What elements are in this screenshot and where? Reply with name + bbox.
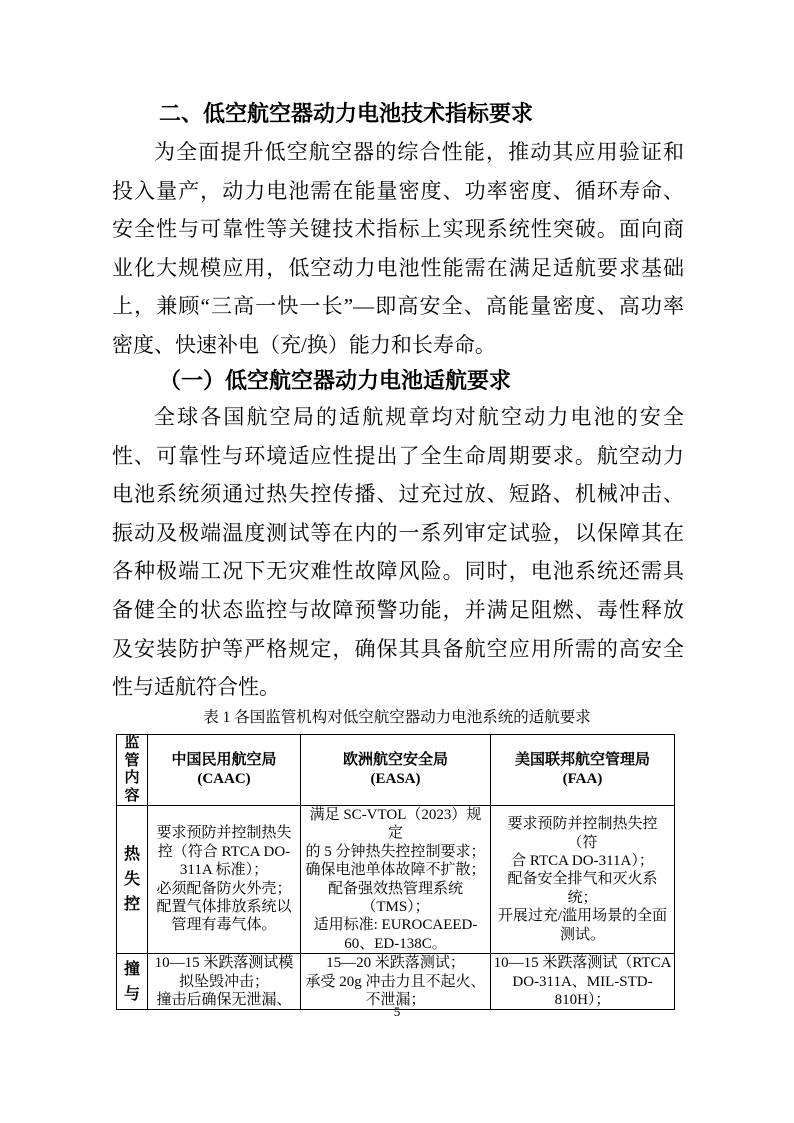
corner-label-char: 内	[124, 770, 140, 786]
table-cell-line: 测试。	[559, 926, 605, 943]
table-cell	[301, 954, 491, 1010]
table-cell-line: 15—20 米跌落测试；	[326, 955, 465, 972]
paragraph-intro	[112, 133, 684, 365]
agency-name: 中国民用航空局	[171, 752, 277, 768]
regulation-table	[116, 734, 675, 1010]
row-label-char: 热	[123, 846, 140, 864]
table-cell-line: 311A 标准）；	[179, 862, 269, 879]
table-row	[117, 954, 675, 1010]
table-cell-line: 不泄漏；	[365, 992, 426, 1009]
table-cell	[301, 806, 491, 954]
page-number: 5	[393, 1004, 401, 1019]
paragraph-line: 上，兼顾“三高一快一长”—即高安全、高能量密度、高功率	[112, 294, 684, 319]
table-cell-line: 10—15 米跌落测试模	[154, 955, 294, 972]
table-header-row	[117, 735, 675, 806]
table-cell-line: 确保电池单体故障不扩散；	[305, 862, 486, 879]
table-cell-line: 控（符合 RTCA DO-	[157, 843, 291, 860]
table-cell-line: 合 RTCA DO-311A）；	[511, 853, 654, 870]
table-cell-line: 配置气体排放系统以	[156, 899, 292, 916]
agency-name: 欧洲航空安全局	[342, 752, 448, 768]
table-cell-line: DO-311A、MIL-STD-	[512, 973, 653, 990]
paragraph-line: 安全性与可靠性等关键技术指标上实现系统性突破。面向商	[112, 217, 684, 242]
paragraph-line: 密度、快速补电（充/换）能力和长寿命。	[112, 332, 496, 357]
paragraph-airworthiness	[112, 398, 684, 707]
paragraph-line: 电池系统须通过热失控传播、过充过放、短路、机械冲击、	[112, 482, 684, 507]
paragraph-line: 振动及极端温度测试等在内的一系列审定试验，以保障其在	[112, 520, 684, 545]
table-cell-line: 必须配备防火外壳；	[156, 880, 292, 897]
table-cell-line: 的 5 分钟热失控控制要求；	[305, 843, 486, 860]
agency-code: (FAA)	[562, 771, 603, 787]
agency-code: (EASA)	[370, 771, 421, 787]
row-label-char: 控	[123, 896, 140, 914]
corner-label-char: 监	[124, 735, 140, 751]
table-cell-line: 配备强效热管理系统	[327, 880, 463, 897]
paragraph-line: 各种极端工况下无灾难性故障风险。同时，电池系统还需具	[112, 559, 684, 584]
table-cell-line: （TMS）；	[361, 899, 430, 916]
table-column-header	[301, 735, 491, 806]
table-cell-line: 要求预防并控制热失控（符	[507, 816, 658, 851]
paragraph-line: 及安装防护等严格规定，确保其具备航空应用所需的高安全	[112, 636, 684, 661]
table-row	[117, 806, 675, 954]
paragraph-line: 投入量产，动力电池需在能量密度、功率密度、循环寿命、	[112, 178, 684, 203]
table-cell	[491, 806, 675, 954]
table-cell	[491, 954, 675, 1010]
paragraph-line: 性、可靠性与环境适应性提出了全生命周期要求。航空动力	[112, 443, 684, 468]
paragraph-line: 业化大规模应用，低空动力电池性能需在满足适航要求基础	[112, 255, 684, 280]
table-cell-line: 810H）；	[554, 992, 611, 1009]
agency-code: (CAAC)	[197, 771, 251, 787]
table-cell	[148, 806, 301, 954]
table-column-header	[148, 735, 301, 806]
row-label-char: 撞	[123, 960, 140, 978]
paragraph-line: 全球各国航空局的适航规章均对航空动力电池的安全	[154, 405, 684, 429]
table-cell-line: 10—15 米跌落测试（RTCA	[493, 955, 672, 972]
table-cell-line: 60、ED-138C。	[344, 935, 447, 952]
table-cell-line: 适用标准: EUROCAEED-	[313, 917, 478, 934]
table-body	[117, 806, 675, 1010]
corner-label-char: 容	[124, 787, 140, 804]
table-cell-line: 管理有毒气体。	[171, 917, 277, 934]
corner-label-char: 管	[124, 752, 140, 769]
row-label	[117, 954, 148, 1010]
table-cell-line: 要求预防并控制热失	[156, 825, 292, 842]
paragraph-line: 备健全的状态监控与故障预警功能，并满足阻燃、毒性释放	[112, 597, 684, 622]
row-label	[117, 806, 148, 954]
table-cell-line: 撞击后确保无泄漏、	[156, 992, 292, 1009]
section-heading: 二、低空航空器动力电池技术指标要求	[159, 101, 534, 126]
agency-name: 美国联邦航空管理局	[514, 752, 650, 768]
subsection-heading: （一）低空航空器动力电池适航要求	[159, 368, 512, 393]
paragraph-line: 为全面提升低空航空器的综合性能，推动其应用验证和	[154, 140, 684, 164]
table-caption: 表 1 各国监管机构对低空航空器动力电池系统的适航要求	[203, 709, 591, 726]
row-label-char: 失	[123, 871, 140, 889]
table-cell-line: 承受 20g 冲击力且不起火、	[305, 973, 486, 990]
table-cell	[148, 954, 301, 1010]
table-cell-line: 满足 SC-VTOL（2023）规定	[309, 807, 482, 842]
table-column-header	[491, 735, 675, 806]
row-label-char: 与	[123, 985, 140, 1003]
paragraph-line: 性与适航符合性。	[112, 675, 280, 700]
table-cell-line: 拟坠毁冲击；	[178, 973, 269, 990]
table-corner-label	[117, 735, 148, 806]
table-cell-line: 配备安全排气和灭火系统；	[507, 871, 658, 906]
table-cell-line: 开展过充/滥用场景的全面	[497, 908, 668, 925]
